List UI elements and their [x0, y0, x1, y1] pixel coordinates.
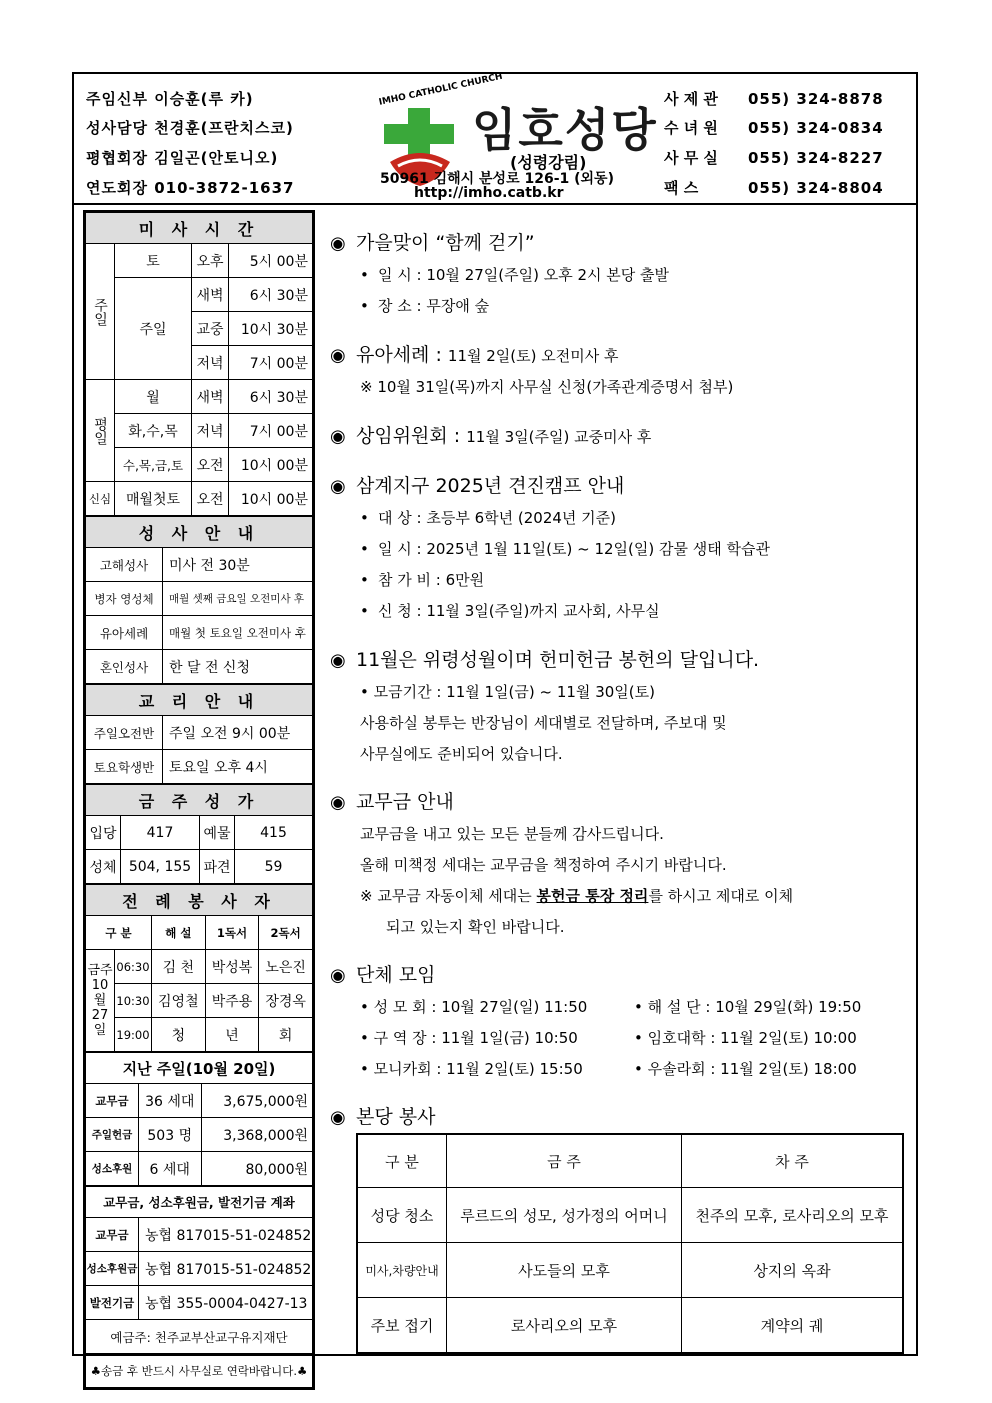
hymn-number: 415 [235, 816, 313, 850]
account-number: 농협 355-0004-0427-13 [139, 1286, 313, 1320]
account-number: 농협 817015-51-024852 [139, 1218, 313, 1252]
mass-day: 화,수,목 [115, 414, 192, 448]
account-name: 성소후원금 [86, 1252, 139, 1286]
offering-name: 교무금 [86, 1084, 139, 1118]
church-address: 50961 김해시 분성로 126-1 (외동) [380, 171, 614, 187]
mass-day: 수,목,금,토 [115, 448, 192, 482]
remit-note: ♣송금 후 반드시 사무실로 연락바랍니다.♣ [86, 1354, 313, 1388]
service-cell: 주보 접기 [357, 1298, 447, 1354]
header-divider [72, 203, 918, 205]
pastor-line: 주임신부 이승훈(루 카) [86, 90, 254, 108]
mass-time: 7시 00분 [229, 346, 313, 380]
special-group-label: 신심 [86, 482, 115, 516]
hymn-label: 입당 [86, 816, 121, 850]
liturgy-week: 금주 10 월 27 일 [86, 950, 115, 1052]
notice-service: ◉ 본당 봉사 [330, 1106, 436, 1128]
mass-part: 오전 [192, 448, 229, 482]
service-table [356, 1133, 904, 1354]
mass-time: 6시 30분 [229, 278, 313, 312]
liturgy-reader1: 박주용 [205, 984, 259, 1018]
account-number: 농협 817015-51-024852 [139, 1252, 313, 1286]
sidebar [83, 210, 315, 1390]
notice-line: • 일 시 : 10월 27일(주일) 오후 2시 본당 출발 [360, 266, 669, 284]
church-subtitle: (성령강림) [510, 153, 587, 172]
offering-name: 주일헌금 [86, 1118, 139, 1152]
confessor-line: 성사담당 천경훈(프란치스코) [86, 119, 294, 137]
offering-count: 36 세대 [139, 1084, 202, 1118]
liturgy-reader1: 박성복 [205, 950, 259, 984]
liturgy-heading: 전 례 봉 사 자 [86, 885, 313, 916]
service-head: 구 분 [357, 1134, 447, 1188]
fax-number: 팩 스 055) 324-8804 [664, 179, 884, 197]
sacrament-value: 매월 첫 토요일 오전미사 후 [163, 616, 313, 650]
group-meeting: • 모니카회 : 11월 2일(토) 15:50 [360, 1060, 583, 1078]
liturgy-head: 1독서 [205, 916, 259, 950]
mass-part: 교중 [192, 312, 229, 346]
doctrine-value: 주일 오전 9시 00분 [163, 716, 313, 750]
liturgy-commentator: 김 천 [152, 950, 206, 984]
service-cell: 로사리오의 모후 [447, 1298, 682, 1354]
group-meeting: • 구 역 장 : 11월 1일(금) 10:50 [360, 1029, 578, 1047]
service-head: 금 주 [447, 1134, 682, 1188]
hymn-number: 417 [121, 816, 200, 850]
liturgy-time: 06:30 [115, 950, 152, 984]
weekday-group-label: 평일 [86, 380, 115, 482]
notice-line: 교무금을 내고 있는 모든 분들께 감사드립니다. [360, 825, 664, 843]
sunday-group-label: 주일 [86, 244, 115, 380]
liturgy-reader2: 장경옥 [259, 984, 313, 1018]
mass-part: 저녁 [192, 414, 229, 448]
mass-day: 주일 [115, 278, 192, 380]
notice-camp: ◉ 삼계지구 2025년 견진캠프 안내 [330, 475, 625, 497]
notice-line: • 일 시 : 2025년 1월 11일(토) ~ 12일(일) 감물 생태 학습관 [360, 540, 770, 558]
notice-line: 사무실에도 준비되어 있습니다. [360, 745, 563, 763]
sacrament-value: 매월 셋째 금요일 오전미사 후 [163, 582, 313, 616]
sacrament-name: 고해성사 [86, 548, 163, 582]
notice-committee: ◉ 상임위원회 : 11월 3일(주일) 교중미사 후 [330, 425, 652, 447]
notice-line: • 참 가 비 : 6만원 [360, 571, 485, 589]
mass-time: 7시 00분 [229, 414, 313, 448]
mass-part: 새벽 [192, 380, 229, 414]
offering-amount: 3,368,000원 [201, 1118, 313, 1152]
office-phone: 사 무 실 055) 324-8227 [664, 149, 884, 167]
doctrine-name: 주일오전반 [86, 716, 163, 750]
mass-part: 오전 [192, 482, 229, 516]
notice-infant-baptism: ◉ 유아세례 : 11월 2일(토) 오전미사 후 [330, 344, 619, 366]
notice-line: • 대 상 : 초등부 6학년 (2024년 기준) [360, 509, 616, 527]
accounts-heading: 교무금, 성소후원금, 발전기금 계좌 [86, 1187, 313, 1218]
service-cell: 미사,차량안내 [357, 1243, 447, 1298]
notice-dues: ◉ 교무금 안내 [330, 791, 454, 813]
doctrine-name: 토요학생반 [86, 750, 163, 784]
notice-line: 되고 있는지 확인 바랍니다. [386, 918, 565, 936]
mass-day: 토 [115, 244, 192, 278]
church-url[interactable]: http://imho.catb.kr [414, 185, 564, 201]
notice-line: ※ 교무금 자동이체 세대는 봉헌금 통장 정리를 하시고 제대로 이체 [360, 887, 794, 905]
notice-line: ※ 10월 31일(목)까지 사무실 신청(가족관계증명서 첨부) [360, 378, 734, 396]
liturgy-head: 2독서 [259, 916, 313, 950]
mass-part: 오후 [192, 244, 229, 278]
hymn-label: 성체 [86, 850, 121, 884]
doctrine-value: 토요일 오후 4시 [163, 750, 313, 784]
offering-amount: 80,000원 [201, 1152, 313, 1186]
sacrament-name: 유아세례 [86, 616, 163, 650]
liturgy-time: 19:00 [115, 1018, 152, 1052]
liturgy-commentator: 김영철 [152, 984, 206, 1018]
liturgy-head: 해 설 [152, 916, 206, 950]
mass-day: 월 [115, 380, 192, 414]
service-cell: 사도들의 모후 [447, 1243, 682, 1298]
doctrine-heading: 교 리 안 내 [86, 685, 313, 716]
hymn-heading: 금 주 성 가 [86, 785, 313, 816]
notice-line: • 신 청 : 11월 3일(주일)까지 교사회, 사무실 [360, 602, 660, 620]
service-head: 차 주 [682, 1134, 904, 1188]
sacrament-value: 미사 전 30분 [163, 548, 313, 582]
mass-time: 10시 00분 [229, 482, 313, 516]
notice-line: 올해 미책정 세대는 교무금을 책정하여 주시기 바랍니다. [360, 856, 727, 874]
church-latin-name: IMHO CATHOLIC CHURCH [378, 71, 504, 108]
notice-november: ◉ 11월은 위령성월이며 헌미헌금 봉헌의 달입니다. [330, 649, 760, 671]
liturgy-reader1: 년 [205, 1018, 259, 1052]
memorial-line: 연도회장 010-3872-1637 [86, 179, 295, 197]
notice-groups: ◉ 단체 모임 [330, 964, 436, 986]
group-meeting: • 우솔라회 : 11월 2일(토) 18:00 [634, 1060, 857, 1078]
service-cell: 루르드의 성모, 성가정의 어머니 [447, 1188, 682, 1243]
hymn-number: 59 [235, 850, 313, 884]
offering-count: 6 세대 [139, 1152, 202, 1186]
liturgy-time: 10:30 [115, 984, 152, 1018]
account-name: 교무금 [86, 1218, 139, 1252]
hymn-label: 파견 [200, 850, 235, 884]
notice-walk: ◉ 가을맞이 “함께 걷기” [330, 232, 535, 254]
hymn-label: 예물 [200, 816, 235, 850]
account-depositor: 예금주: 천주교부산교구유지재단 [86, 1320, 313, 1354]
council-line: 평협회장 김일곤(안토니오) [86, 149, 279, 167]
offering-name: 성소후원 [86, 1152, 139, 1186]
offering-amount: 3,675,000원 [201, 1084, 313, 1118]
liturgy-head: 구 분 [86, 916, 152, 950]
sacrament-name: 혼인성사 [86, 650, 163, 684]
church-name: 임호성당 [472, 103, 658, 157]
mass-part: 저녁 [192, 346, 229, 380]
service-cell: 상지의 옥좌 [682, 1243, 904, 1298]
mass-time: 5시 00분 [229, 244, 313, 278]
hymn-number: 504, 155 [121, 850, 200, 884]
sacrament-heading: 성 사 안 내 [86, 517, 313, 548]
mass-part: 새벽 [192, 278, 229, 312]
mass-time: 10시 00분 [229, 448, 313, 482]
church-logo-block [370, 71, 660, 202]
liturgy-commentator: 청 [152, 1018, 206, 1052]
service-cell: 천주의 모후, 로사리오의 모후 [682, 1188, 904, 1243]
offering-count: 503 명 [139, 1118, 202, 1152]
notice-line: 사용하실 봉투는 반장님이 세대별로 전달하며, 주보대 및 [360, 714, 727, 732]
mass-day: 매월첫토 [115, 482, 192, 516]
notice-line: • 장 소 : 무장애 숲 [360, 297, 490, 315]
convent-phone: 수 녀 원 055) 324-0834 [664, 119, 884, 137]
service-cell: 성당 청소 [357, 1188, 447, 1243]
account-name: 발전기금 [86, 1286, 139, 1320]
notice-line: • 모금기간 : 11월 1일(금) ~ 11월 30일(토) [360, 683, 655, 701]
sacrament-name: 병자 영성체 [86, 582, 163, 616]
liturgy-reader2: 노은진 [259, 950, 313, 984]
group-meeting: • 해 설 단 : 10월 29일(화) 19:50 [634, 998, 862, 1016]
service-cell: 계약의 궤 [682, 1298, 904, 1354]
mass-time: 10시 30분 [229, 312, 313, 346]
liturgy-reader2: 회 [259, 1018, 313, 1052]
group-meeting: • 성 모 회 : 10월 27일(일) 11:50 [360, 998, 588, 1016]
mass-times-heading: 미 사 시 간 [86, 213, 313, 244]
mass-time: 6시 30분 [229, 380, 313, 414]
last-week-heading: 지난 주일(10월 20일) [86, 1053, 313, 1084]
sacrament-value: 한 달 전 신청 [163, 650, 313, 684]
group-meeting: • 임호대학 : 11월 2일(토) 10:00 [634, 1029, 857, 1047]
rectory-phone: 사 제 관 055) 324-8878 [664, 90, 884, 108]
